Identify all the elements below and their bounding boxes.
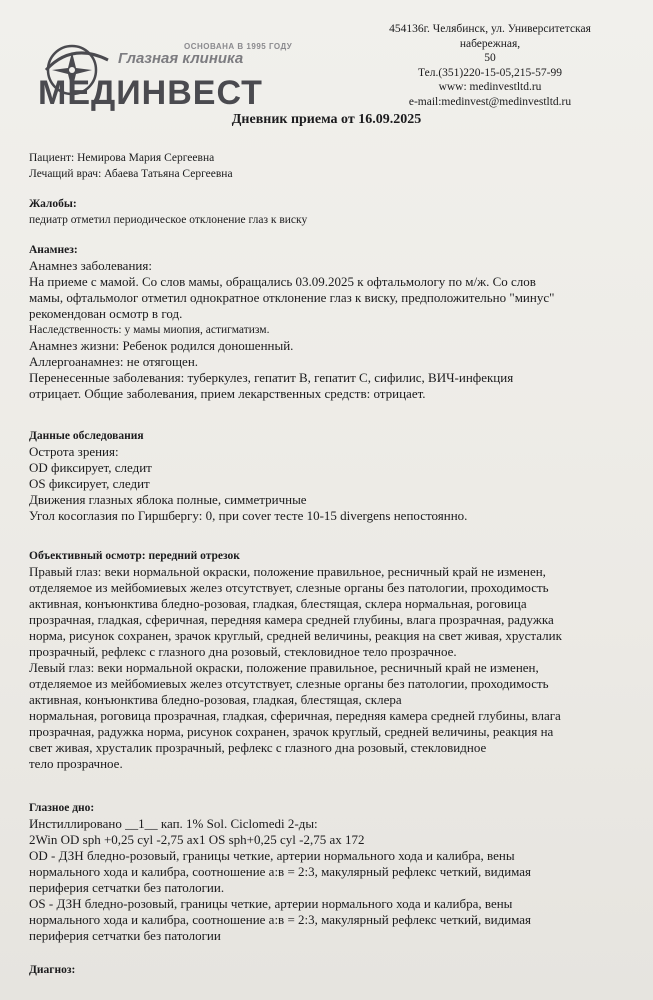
exam-line: Угол косоглазия по Гиршбергу: 0, при cover тесте 10-15 divergens непостоянно.: [29, 508, 468, 523]
logo-name: МЕДИНВЕСТ: [38, 74, 263, 112]
fundus-line: нормального хода и калибра, соотношение а:в = 2:3, макулярный рефлекс четкий, видимая: [29, 864, 532, 879]
right-eye-line: норма, рисунок сохранен, зрачок круглый, средней величины, реакция на свет живая, хрусталик: [29, 628, 562, 643]
disease-line: мамы, офтальмолог отметил однократное отклонение глаз к виску, предположительно "минус": [29, 290, 555, 305]
objective-header: Объективный осмотр: передний отрезок: [29, 550, 240, 562]
phone: Тел.(351)220-15-05,215-57-99: [418, 66, 562, 79]
disease-line: рекомендован осмотр в год.: [29, 306, 183, 321]
fundus-line: периферия сетчатки без патологии.: [29, 880, 225, 895]
fundus-line: нормального хода и калибра, соотношение а:в = 2:3, макулярный рефлекс четкий, видимая: [29, 912, 532, 927]
logo-subtitle: Глазная клиника: [118, 50, 244, 67]
email: e-mail:medinvest@medinvestltd.ru: [408, 95, 572, 108]
left-eye-line: отделяемое из мейбомиевых желез отсутствует, слезные органы без патологии, проходимость: [29, 676, 549, 691]
fundus-line: OD - ДЗН бледно-розовый, границы четкие, артерии нормального хода и калибра, вены: [29, 848, 515, 863]
heredity: Наследственность: у мамы миопия, астигматизм.: [29, 324, 270, 336]
fundus-header: Глазное дно:: [29, 802, 95, 814]
right-eye-line: активная, конъюнктива бледно-розовая, гладкая, блестящая, склера нормальная, роговица: [29, 596, 527, 611]
address-line-2: 50: [484, 52, 496, 64]
logo-since: ОСНОВАНА В 1995 ГОДУ: [184, 42, 293, 51]
diagnosis-section: [29, 962, 634, 978]
anamnesis-header: Анамнез:: [29, 244, 78, 256]
exam-line: OS фиксирует, следит: [29, 476, 150, 491]
doctor-name: Лечащий врач: Абаева Татьяна Сергеевна: [29, 168, 233, 180]
fundus-line: Инстиллировано __1__ кап. 1% Sol. Ciclomedi 2-ды:: [29, 816, 318, 831]
left-eye-line: нормальная, роговица прозрачная, гладкая, сферичная, передняя камера средней глубины, влага: [29, 708, 561, 723]
exam-line: Острота зрения:: [29, 444, 119, 459]
left-eye-line: свет живая, хрусталик прозрачный, рефлекс с глазного дна розовый, стекловидное: [29, 740, 487, 755]
patient-name: Пациент: Немирова Мария Сергеевна: [29, 152, 215, 164]
fundus-line: 2Win OD sph +0,25 cyl -2,75 ax1 OS sph+0,25 cyl -2,75 ax 172: [29, 832, 365, 847]
right-eye-line: Правый глаз: веки нормальной окраски, положение правильное, ресничный край не изменен,: [29, 564, 546, 579]
diagnosis-header: Диагноз:: [29, 964, 76, 976]
right-eye-line: прозрачная, гладкая, сферичная, передняя камера средней глубины, влага прозрачная, радужка: [29, 612, 554, 627]
exam-line: Движения глазных яблока полные, симметричные: [29, 492, 307, 507]
left-eye-line: Левый глаз: веки нормальной окраски, положение правильное, ресничный край не изменен,: [29, 660, 539, 675]
exam-line: OD фиксирует, следит: [29, 460, 152, 475]
patient-info: [29, 150, 634, 182]
disease-line: На приеме с мамой. Со слов мамы, обращались 03.09.2025 к офтальмологу по м/ж. Со слов: [29, 274, 536, 289]
complaints-section: [29, 196, 634, 228]
past-diseases: отрицает. Общие заболевания, прием лекарственных средств: отрицает.: [29, 386, 426, 401]
clinic-contacts: [360, 22, 620, 109]
website: www: medinvestltd.ru: [438, 81, 542, 93]
page-title: Дневник приема от 16.09.2025: [231, 112, 422, 127]
fundus-line: OS - ДЗН бледно-розовый, границы четкие, артерии нормального хода и калибра, вены: [29, 896, 513, 911]
address-line-1: 454136г. Челябинск, ул. Университетская набережная,: [389, 23, 591, 50]
right-eye-line: отделяемое из мейбомиевых желез отсутствует, слезные органы без патологии, проходимость: [29, 580, 549, 595]
complaints-header: Жалобы:: [29, 198, 77, 210]
complaints-text: педиатр отметил периодическое отклонение глаз к виску: [29, 214, 308, 226]
exam-section: [29, 428, 634, 524]
objective-section: [29, 548, 634, 772]
exam-header: Данные обследования: [29, 430, 144, 442]
right-eye-line: прозрачный, рефлекс с глазного дна розовый, стекловидное тело прозрачное.: [29, 644, 457, 659]
fundus-section: [29, 800, 634, 944]
fundus-line: периферия сетчатки без патологии: [29, 928, 221, 943]
allergy-anamnesis: Аллергоанамнез: не отягощен.: [29, 354, 199, 369]
left-eye-line: прозрачная, радужка норма, рисунок сохранен, зрачок круглый, средней величины, реакция на: [29, 724, 554, 739]
past-diseases: Перенесенные заболевания: туберкулез, гепатит B, гепатит C, сифилис, ВИЧ-инфекция: [29, 370, 514, 385]
clinic-logo: [36, 36, 293, 114]
left-eye-line: тело прозрачное.: [29, 756, 123, 771]
anamnesis-section: [29, 242, 634, 402]
disease-header: Анамнез заболевания:: [29, 258, 152, 273]
left-eye-line: активная, конъюнктива бледно-розовая, гладкая, блестящая, склера: [29, 692, 402, 707]
life-anamnesis: Анамнез жизни: Ребенок родился доношенный.: [29, 338, 294, 353]
